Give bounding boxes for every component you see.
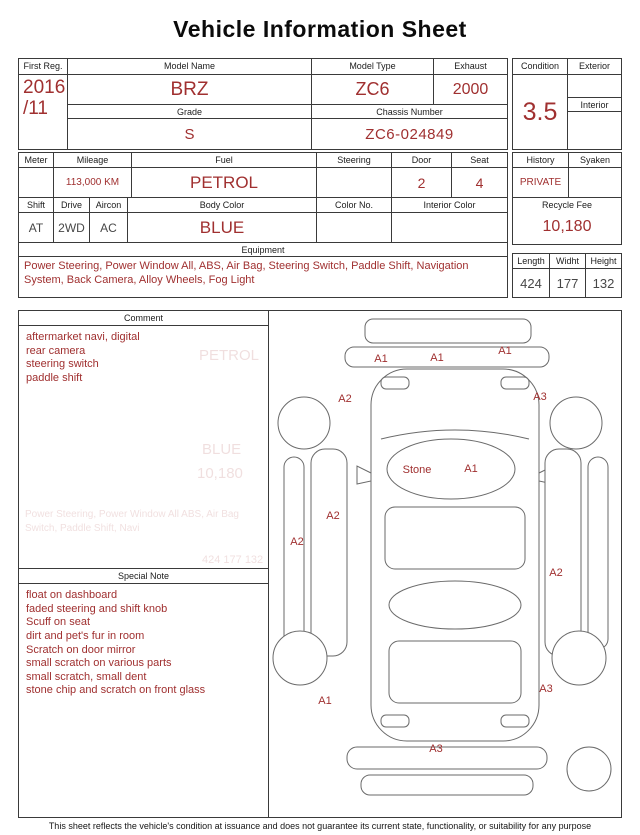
- special-note-text: [19, 584, 268, 703]
- height-label: Height: [585, 254, 621, 268]
- special-note-line: stone chip and scratch on front glass: [26, 684, 206, 697]
- history-value: PRIVATE: [513, 167, 568, 197]
- damage-label: A2: [290, 536, 304, 548]
- special-note-line: Scratch on door mirror: [26, 643, 136, 656]
- left-sill-panel: [284, 457, 304, 649]
- rear-window: [389, 581, 521, 629]
- length-label: Length: [517, 256, 545, 266]
- exhaust-value: 2000: [433, 74, 507, 104]
- comment-line: rear camera: [26, 344, 86, 357]
- aircon-value: AC: [89, 212, 127, 242]
- model-type-value: ZC6: [311, 74, 433, 104]
- interior-value: [567, 111, 621, 149]
- equipment-text: Power Steering, Power Window All, ABS, Air Bag, Steering Switch, Paddle Shift, Navigation System, Back Camera, Alloy Wheels, Fog Light: [24, 260, 469, 287]
- taillight-left: [381, 715, 409, 727]
- taillight-right: [501, 715, 529, 727]
- model-name-value: BRZ: [67, 74, 311, 104]
- fuel-value: PETROL: [131, 167, 316, 197]
- damage-label: A1: [318, 695, 332, 707]
- spare-wheel: [567, 747, 611, 791]
- special-note-line: small scratch, small dent: [26, 670, 147, 683]
- mileage-value: 113,000 KM: [53, 167, 131, 197]
- shift-label: Shift: [26, 200, 45, 210]
- wheel-front-right: [550, 397, 602, 449]
- trunk-panel: [389, 641, 521, 703]
- exterior-label: Exterior: [567, 59, 621, 74]
- first-reg-label: First Reg.: [23, 61, 63, 71]
- car-roof-strip: [365, 319, 531, 343]
- car-diagram: [269, 311, 623, 817]
- door-label: Door: [391, 153, 451, 167]
- recycle-fee-table: [512, 197, 622, 245]
- color-no-label: Color No.: [316, 198, 391, 212]
- damage-label: A2: [549, 567, 563, 579]
- seat-value: 4: [451, 167, 507, 197]
- wheel-rear-left: [273, 631, 327, 685]
- condition-label: Condition: [520, 61, 560, 71]
- first-reg-year: 2016: [23, 77, 66, 98]
- exterior-value: [567, 74, 621, 97]
- ghost-bleed-text: 10,180: [197, 465, 243, 482]
- ghost-bleed-text: Power Steering, Power Window All ABS, Air Bag: [25, 509, 239, 520]
- history-label: History: [526, 155, 555, 165]
- roof-panel: [385, 507, 525, 569]
- special-note-line: faded steering and shift knob: [26, 602, 168, 615]
- body-color-label: Body Color: [127, 198, 316, 212]
- equipment-table: [18, 242, 508, 298]
- model-type-label: Model Type: [311, 59, 433, 74]
- damage-label: Stone: [402, 464, 432, 476]
- condition-score: 3.5: [513, 74, 567, 149]
- damage-label: A3: [539, 683, 553, 695]
- exhaust-label: Exhaust: [433, 59, 507, 74]
- steering-value: [316, 167, 391, 197]
- drive-value: 2WD: [53, 212, 89, 242]
- right-door-panel: [545, 449, 581, 656]
- ghost-bleed-text: PETROL: [199, 347, 260, 364]
- dimensions-table: [512, 253, 622, 298]
- shift-color-grid: [19, 198, 507, 242]
- comment-line: aftermarket navi, digital: [26, 331, 140, 343]
- chassis-number-value: ZC6-024849: [311, 118, 507, 149]
- special-note-label: Special Note: [19, 569, 268, 584]
- model-name-label: Model Name: [67, 59, 311, 74]
- notes-column: [19, 311, 269, 817]
- damage-label: A2: [338, 393, 352, 405]
- damage-label: A3: [429, 743, 443, 755]
- main-area: [18, 310, 622, 818]
- registration-grid: [19, 59, 507, 149]
- dimensions-grid: [513, 254, 621, 297]
- body-color-value: BLUE: [127, 212, 316, 242]
- recycle-fee-value: 10,180: [542, 218, 592, 235]
- special-note-line: dirt and pet's fur in room: [26, 629, 145, 642]
- right-sill-panel: [588, 457, 608, 649]
- width-value: 177: [549, 268, 585, 297]
- history-table: [512, 152, 622, 198]
- shift-color-table: [18, 197, 508, 243]
- condition-table: [512, 58, 622, 150]
- aircon-label: Aircon: [89, 198, 127, 212]
- interior-color-label: Interior Color: [391, 198, 507, 212]
- comment-section: [19, 311, 268, 568]
- footer-disclaimer: This sheet reflects the vehicle's condition at issuance and does not guarantee its current state, functionality, or suitability for any purpose: [48, 821, 592, 831]
- comment-label: Comment: [19, 311, 268, 326]
- first-reg-value: [19, 74, 67, 149]
- special-note-line: float on dashboard: [26, 589, 118, 601]
- damage-label: A1: [498, 345, 512, 357]
- mileage-label: Mileage: [53, 153, 131, 167]
- length-value: 424: [513, 268, 549, 297]
- mirror-left: [357, 466, 371, 484]
- page-title: Vehicle Information Sheet: [173, 16, 467, 42]
- recycle-fee-label: Recycle Fee: [541, 200, 593, 210]
- wheel-rear-right: [552, 631, 606, 685]
- headlight-left: [381, 377, 409, 389]
- meter-label: Meter: [24, 155, 48, 165]
- height-value: 132: [585, 268, 621, 297]
- color-no-value: [316, 212, 391, 242]
- interior-color-value: [391, 212, 507, 242]
- drive-label: Drive: [53, 198, 89, 212]
- equipment-label: Equipment: [19, 243, 507, 257]
- interior-label: Interior: [567, 97, 621, 111]
- damage-label: A1: [430, 352, 444, 364]
- ghost-bleed-text: Switch, Paddle Shift, Navi: [25, 523, 140, 534]
- special-note-line: small scratch on various parts: [26, 657, 172, 670]
- width-label: Widht: [549, 254, 585, 268]
- first-reg-month: /11: [23, 97, 49, 119]
- damage-label: A3: [533, 391, 547, 403]
- special-note-section: [19, 568, 268, 817]
- mileage-fuel-grid: [19, 153, 507, 197]
- ghost-bleed-text: BLUE: [202, 441, 242, 458]
- condition-grid: [513, 59, 621, 149]
- steering-label: Steering: [316, 153, 391, 167]
- comment-line: steering switch: [26, 358, 99, 371]
- left-door-panel: [311, 449, 347, 656]
- registration-table: [18, 58, 508, 150]
- wheel-front-left: [278, 397, 330, 449]
- headlight-right: [501, 377, 529, 389]
- door-value: 2: [391, 167, 451, 197]
- shift-value: AT: [19, 212, 53, 242]
- special-note-line: Scuff on seat: [26, 616, 91, 629]
- meter-value: [19, 167, 53, 197]
- ghost-bleed-text: 424 177 132: [202, 554, 264, 566]
- damage-label: A1: [374, 353, 388, 365]
- fuel-label: Fuel: [131, 153, 316, 167]
- history-grid: [513, 153, 621, 197]
- syaken-label: Syaken: [568, 153, 621, 167]
- rear-bumper-strip: [347, 747, 547, 769]
- chassis-number-label: Chassis Number: [311, 104, 507, 118]
- mileage-fuel-table: [18, 152, 508, 198]
- grade-value: S: [67, 118, 311, 149]
- comment-line: paddle shift: [26, 371, 83, 384]
- damage-label: A1: [464, 463, 478, 475]
- syaken-value: [568, 167, 621, 197]
- seat-label: Seat: [451, 153, 507, 167]
- rear-lower-strip: [361, 775, 533, 795]
- grade-label: Grade: [67, 104, 311, 118]
- damage-label: A2: [326, 510, 340, 522]
